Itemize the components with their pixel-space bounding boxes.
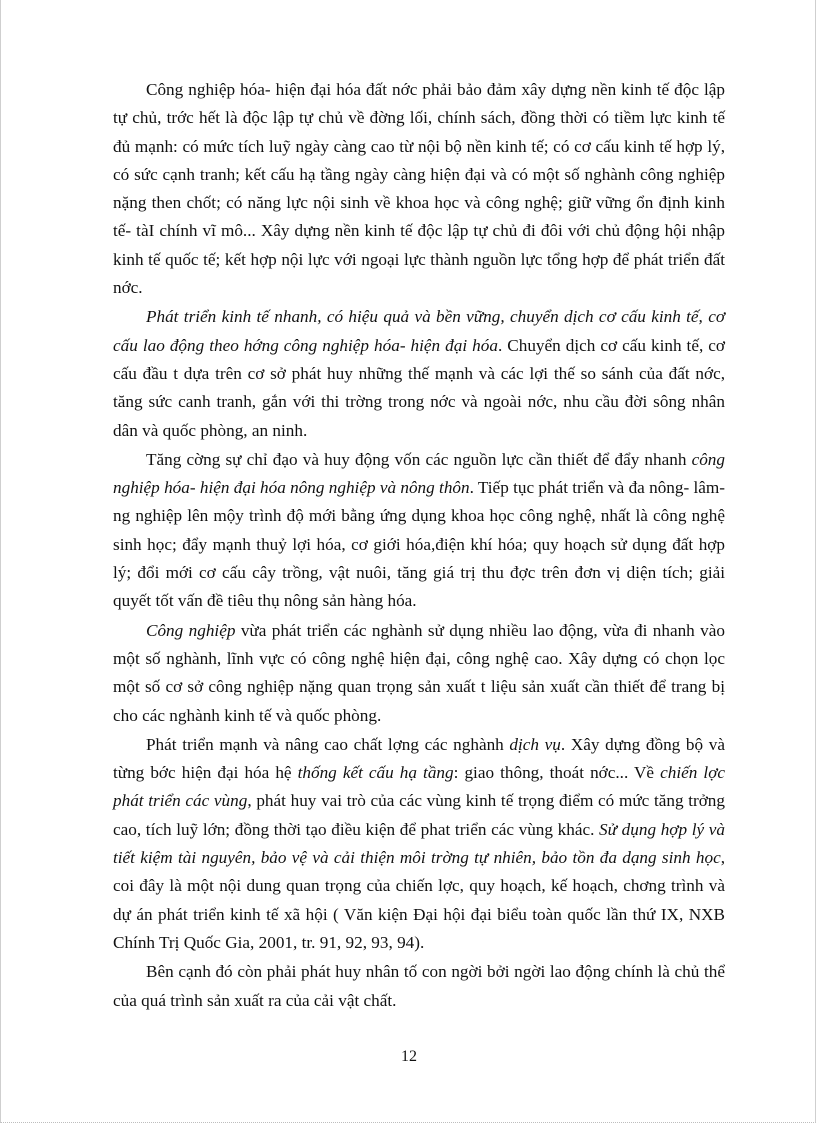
- text-run: vừa phát triển các nghành sử dụng nhiều lao động, vừa đi nhanh vào một số nghành, lĩnh vực có công nghệ hiện đại, công nghệ cao. Xây dựng có chọn lọc một số cơ sở công nghiệp nặng quan trọng sản xuất t liệu sản xuất cần thiết để trang bị cho các nghành kinh tế và quốc phòng.: [113, 620, 725, 725]
- page-number: 12: [401, 1048, 417, 1065]
- paragraph: [113, 617, 725, 730]
- paragraph: [113, 76, 725, 302]
- paragraph: [113, 303, 725, 444]
- italic-text-run: Phát triển kinh tế nhanh, có hiệu quả và bền vững, chuyển dịch cơ cấu kinh tế, cơ cấu lao động theo hớng công nghiệp hóa- hiện đại hóa: [113, 307, 725, 355]
- italic-text-run: công nghiệp hóa- hiện đại hóa nông nghiệp và nông thôn: [113, 449, 725, 498]
- italic-text-run: Công nghiệp: [146, 620, 236, 640]
- paragraph: [113, 446, 725, 616]
- text-run: : giao thông, thoát nớc... Về: [453, 763, 661, 783]
- italic-text-run: dịch vụ: [509, 734, 561, 754]
- text-run: , phát huy vai trò của các vùng kinh tế trọng điểm có mức tăng trởng cao, tích luỹ lớn; đồng thời tạo điều kiện để phat triển các vùng khác.: [113, 791, 725, 839]
- body-text: [113, 76, 725, 1015]
- text-run: Phát triển mạnh và nâng cao chất lợng các nghành: [146, 734, 510, 754]
- paragraph: [113, 731, 725, 957]
- paragraph: [113, 958, 725, 1015]
- text-run: . Chuyển dịch cơ cấu kinh tế, cơ cấu đầu t dựa trên cơ sở phát huy những thế mạnh và các lợi thế so sánh của đất nớc, tăng sức canh tranh, gắn với thi trờng trong nớc và ngoài nớc, nhu cầu đời sông nhân dân và quốc phòng, an ninh.: [113, 335, 726, 440]
- text-run: Công nghiệp hóa- hiện đại hóa đất nớc phải bảo đảm xây dựng nền kinh tế độc lập tự chủ, trớc hết là độc lập tự chủ về đờng lối, chính sách, đồng thời có tiềm lực kinh tế đủ mạnh: có mức tích luỹ ngày càng cao từ nội bộ nền kinh tế; có cơ cấu kinh tế hợp lý, có sức cạnh tranh; kết cấu hạ tầng ngày càng hiện đại và có một số nghành công nghiệp nặng then chốt; có năng lực nội sinh về khoa học và công nghệ; giữ vững ổn định kinh tế- tàI chính vĩ mô... Xây dựng nền kinh tế độc lập tự chủ đi đôi với chủ động hội nhập kinh tế quốc tế; kết hợp nội lực với ngoại lực thành nguồn lực tổng hợp để phát triển đất nớc.: [113, 80, 725, 298]
- text-run: . Tiếp tục phát triển và đa nông- lâm- ng nghiệp lên mộy trình độ mới bằng ứng dụng khoa học công nghệ, nhất là công nghệ sinh học; đẩy mạnh thuỷ lợi hóa, cơ giới hóa,điện khí hóa; quy hoạch sử dụng đất hợp lý; đổi mới cơ cấu cây trồng, vật nuôi, tăng giá trị thu đợc trên đơn vị diện tích; giải quyết tốt vấn đề tiêu thụ nông sản hàng hóa.: [113, 478, 725, 611]
- italic-text-run: chiến lợc phát triển các vùng: [113, 763, 726, 811]
- text-run: Tăng cờng sự chỉ đạo và huy động vốn các nguồn lực cần thiết để đẩy nhanh: [146, 449, 692, 469]
- italic-text-run: thống kết cấu hạ tầng: [297, 763, 454, 783]
- text-run: . Xây dựng đồng bộ và từng bớc hiện đại hóa hệ: [113, 734, 725, 783]
- text-run: , coi đây là một nội dung quan trọng của chiến lợc, quy hoạch, kế hoạch, chơng trình và dự án phát triển kinh tế xã hội ( Văn kiện Đại hội đại biểu toàn quốc lần thứ IX, NXB Chính Trị Quốc Gia, 2001, tr. 91, 92, 93, 94).: [113, 848, 725, 952]
- italic-text-run: Sử dụng hợp lý và tiết kiệm tài nguyên, bảo vệ và cải thiện môi trờng tự nhiên, bảo tồn đa dạng sinh học: [113, 819, 725, 868]
- text-run: Bên cạnh đó còn phải phát huy nhân tố con ngời bởi ngời lao động chính là chủ thể của quá trình sản xuất ra của cải vật chất.: [113, 962, 725, 1010]
